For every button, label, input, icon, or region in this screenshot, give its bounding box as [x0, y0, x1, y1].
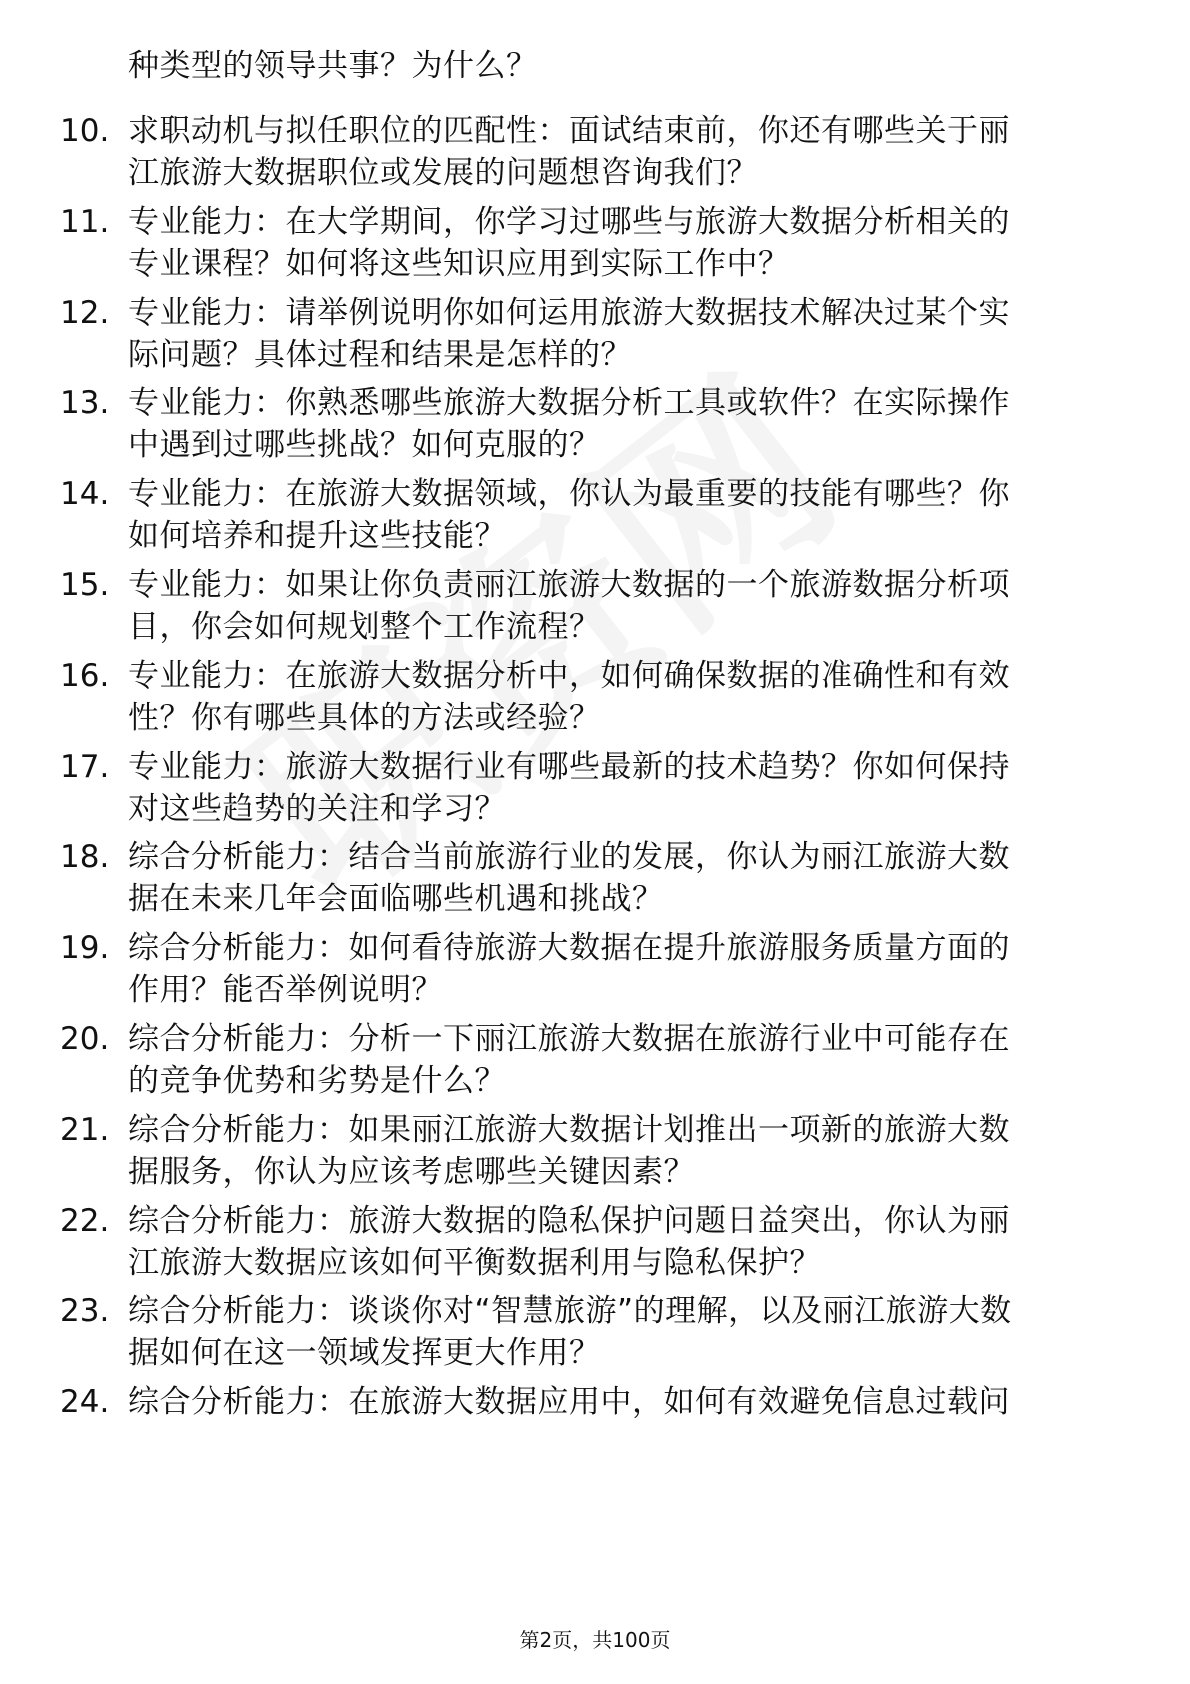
item-number: 20. [60, 1021, 110, 1057]
item-text-line: 求职动机与拟任职位的匹配性：面试结束前，你还有哪些关于丽 [128, 113, 1010, 149]
item-text-line: 际问题？具体过程和结果是怎样的？ [128, 337, 632, 373]
item-text-line: 专业能力：如果让你负责丽江旅游大数据的一个旅游数据分析项 [128, 567, 1010, 603]
item-number: 13. [60, 385, 110, 421]
item-text-line: 的竞争优势和劣势是什么？ [128, 1063, 506, 1099]
item-text-line: 目，你会如何规划整个工作流程？ [128, 609, 601, 645]
item-number: 23. [60, 1293, 110, 1329]
continuation-line: 种类型的领导共事？为什么？ [128, 48, 538, 84]
item-text-line: 江旅游大数据职位或发展的问题想咨询我们？ [128, 155, 758, 191]
item-text-line: 作用？能否举例说明？ [128, 972, 443, 1008]
item-text-line: 综合分析能力：如果丽江旅游大数据计划推出一项新的旅游大数 [128, 1112, 1010, 1148]
item-text-line: 专业能力：你熟悉哪些旅游大数据分析工具或软件？在实际操作 [128, 385, 1010, 421]
item-number: 11. [60, 204, 110, 240]
item-number: 21. [60, 1112, 110, 1148]
item-text-line: 江旅游大数据应该如何平衡数据利用与隐私保护？ [128, 1245, 821, 1281]
item-text-line: 据如何在这一领域发挥更大作用？ [128, 1335, 601, 1371]
item-text-line: 综合分析能力：旅游大数据的隐私保护问题日益突出，你认为丽 [128, 1203, 1010, 1239]
item-number: 16. [60, 658, 110, 694]
item-text-line: 专业能力：在大学期间，你学习过哪些与旅游大数据分析相关的 [128, 204, 1010, 240]
item-number: 14. [60, 476, 110, 512]
item-number: 17. [60, 749, 110, 785]
item-text-line: 综合分析能力：结合当前旅游行业的发展，你认为丽江旅游大数 [128, 839, 1010, 875]
item-text-line: 专业课程？如何将这些知识应用到实际工作中？ [128, 246, 790, 282]
item-text-line: 对这些趋势的关注和学习？ [128, 791, 506, 827]
item-text-line: 如何培养和提升这些技能？ [128, 518, 506, 554]
item-text-line: 据在未来几年会面临哪些机遇和挑战？ [128, 881, 664, 917]
item-text-line: 中遇到过哪些挑战？如何克服的？ [128, 427, 601, 463]
item-text-line: 综合分析能力：谈谈你对“智慧旅游”的理解，以及丽江旅游大数 [128, 1293, 1012, 1329]
item-text-line: 据服务，你认为应该考虑哪些关键因素？ [128, 1154, 695, 1190]
item-number: 19. [60, 930, 110, 966]
item-number: 15. [60, 567, 110, 603]
item-text-line: 综合分析能力：在旅游大数据应用中，如何有效避免信息过载问 [128, 1384, 1010, 1420]
item-number: 24. [60, 1384, 110, 1420]
item-number: 22. [60, 1203, 110, 1239]
item-number: 10. [60, 113, 110, 149]
item-text-line: 综合分析能力：如何看待旅游大数据在提升旅游服务质量方面的 [128, 930, 1010, 966]
item-text-line: 专业能力：请举例说明你如何运用旅游大数据技术解决过某个实 [128, 295, 1010, 331]
item-text-line: 综合分析能力：分析一下丽江旅游大数据在旅游行业中可能存在 [128, 1021, 1010, 1057]
item-text-line: 专业能力：旅游大数据行业有哪些最新的技术趋势？你如何保持 [128, 749, 1010, 785]
item-text-line: 专业能力：在旅游大数据分析中，如何确保数据的准确性和有效 [128, 658, 1010, 694]
page-footer: 第2页，共100页 [519, 1628, 671, 1652]
item-number: 18. [60, 839, 110, 875]
item-text-line: 专业能力：在旅游大数据领域，你认为最重要的技能有哪些？你 [128, 476, 1010, 512]
item-number: 12. [60, 295, 110, 331]
item-text-line: 性？你有哪些具体的方法或经验？ [128, 700, 601, 736]
